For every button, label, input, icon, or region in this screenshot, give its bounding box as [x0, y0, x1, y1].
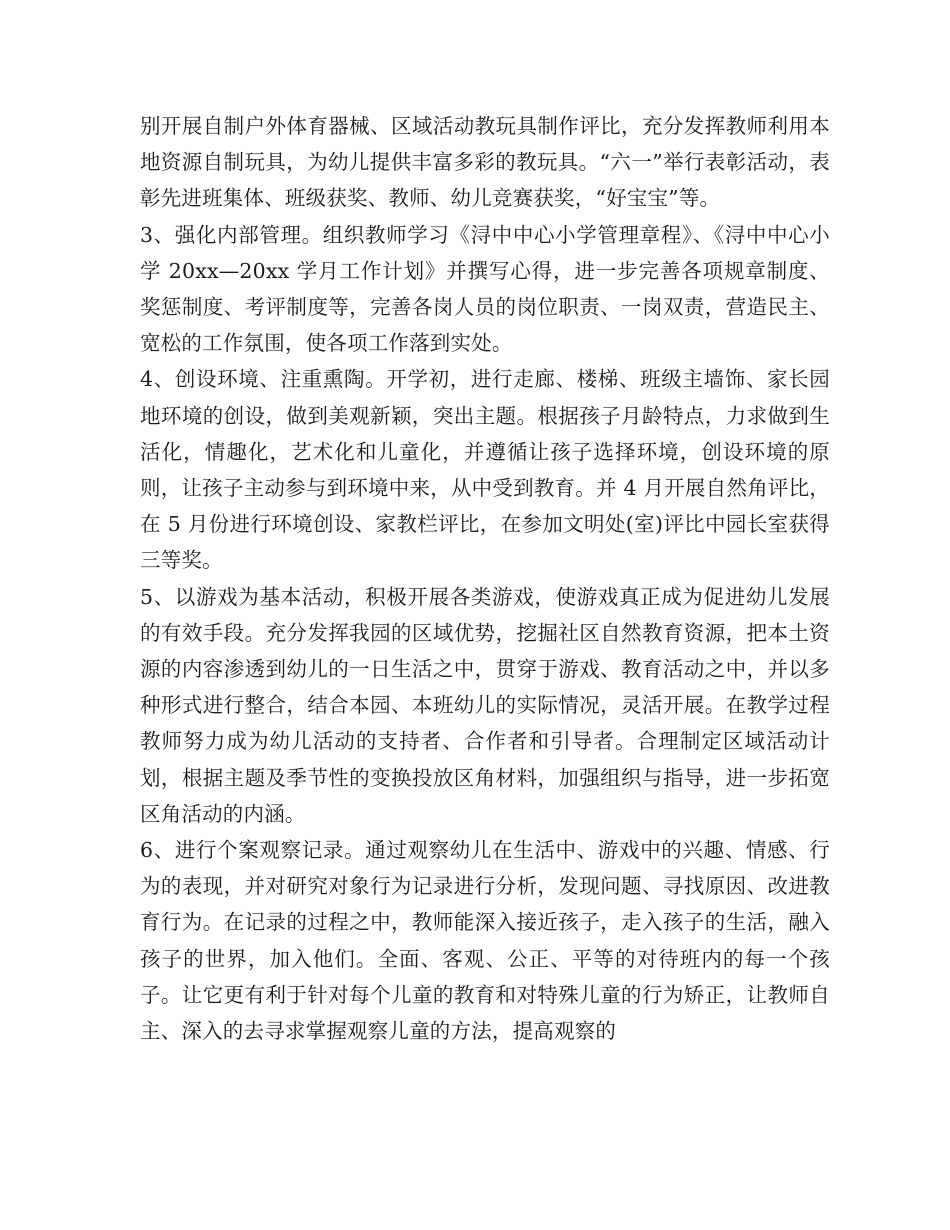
paragraph-item-3: 3、强化内部管理。组织教师学习《浔中中心小学管理章程》、《浔中中心小学 20xx—20xx 学月工作计划》并撰写心得，进一步完善各项规章制度、奖惩制度、考评制度等，完善各岗人员的岗位职责、一岗双责，营造民主、宽松的工作氛围，使各项工作落到实处。 [140, 222, 830, 356]
paragraph-continuation: 别开展自制户外体育器械、区域活动教玩具制作评比，充分发挥教师利用本地资源自制玩具，为幼儿提供丰富多彩的教玩具。“六一”举行表彰活动，表彰先进班集体、班级获奖、教师、幼儿竞赛获奖，“好宝宝”等。 [140, 114, 830, 211]
paragraph-item-5: 5、以游戏为基本活动，积极开展各类游戏，使游戏真正成为促进幼儿发展的有效手段。充分发挥我园的区域优势，挖掘社区自然教育资源，把本土资源的内容渗透到幼儿的一日生活之中，贯穿于游戏、教育活动之中，并以多种形式进行整合，结合本园、本班幼儿的实际情况，灵活开展。在教学过程教师努力成为幼儿活动的支持者、合作者和引导者。合理制定区域活动计划，根据主题及季节性的变换投放区角材料，加强组织与指导，进一步拓宽区角活动的内涵。 [140, 584, 830, 826]
paragraph-item-6: 6、进行个案观察记录。通过观察幼儿在生活中、游戏中的兴趣、情感、行为的表现，并对研究对象行为记录进行分析，发现问题、寻找原因、改进教育行为。在记录的过程之中，教师能深入接近孩子，走入孩子的生活，融入孩子的世界，加入他们。全面、客观、公正、平等的对待班内的每一个孩子。让它更有利于针对每个儿童的教育和对特殊儿童的行为矫正，让教师自主、深入的去寻求掌握观察儿童的方法，提高观察的 [140, 838, 830, 1044]
paragraph-item-4: 4、创设环境、注重熏陶。开学初，进行走廊、楼梯、班级主墙饰、家长园地环境的创设，做到美观新颖，突出主题。根据孩子月龄特点，力求做到生活化，情趣化，艺术化和儿童化，并遵循让孩子选择环境，创设环境的原则，让孩子主动参与到环境中来，从中受到教育。并 4 月开展自然角评比，在 5 月份进行环境创设、家教栏评比，在参加文明处(室)评比中园长室获得三等奖。 [140, 367, 830, 573]
document-body [140, 108, 830, 1049]
